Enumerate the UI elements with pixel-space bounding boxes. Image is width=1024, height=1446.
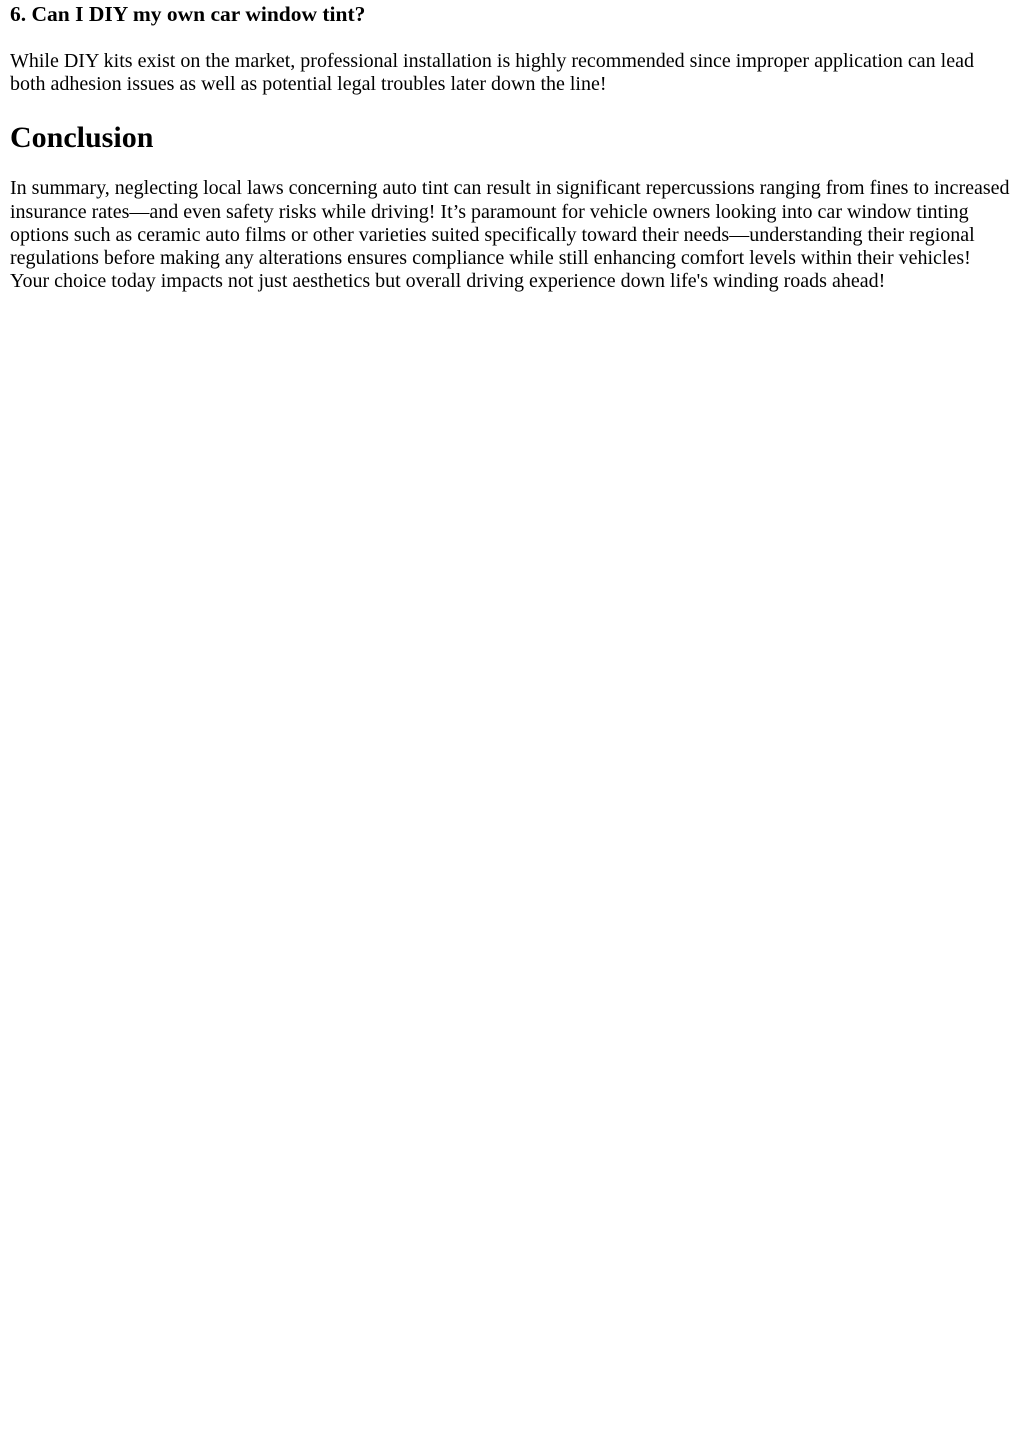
conclusion-paragraph: In summary, neglecting local laws concerning auto tint can result in significant repercussions ranging from fines to increased insurance rates—and even safety risks while driving! It’s paramount for vehicle owners looking into car window tinting options such as ceramic auto films or other varieties suited specifically toward their needs—understanding their regional regulations before making any alterations ensures compliance while still enhancing comfort levels within their vehicles! Your choice today impacts not just aesthetics but overall driving experience down life's winding roads ahead! [10,177,1010,293]
faq-answer-paragraph: While DIY kits exist on the market, professional installation is highly recommended since improper application can lead both adhesion issues as well as potential legal troubles later down the line! [10,50,974,96]
article-body [0,0,1024,293]
faq-question-heading: 6. Can I DIY my own car window tint? [10,2,366,26]
conclusion-heading: Conclusion [10,121,154,155]
